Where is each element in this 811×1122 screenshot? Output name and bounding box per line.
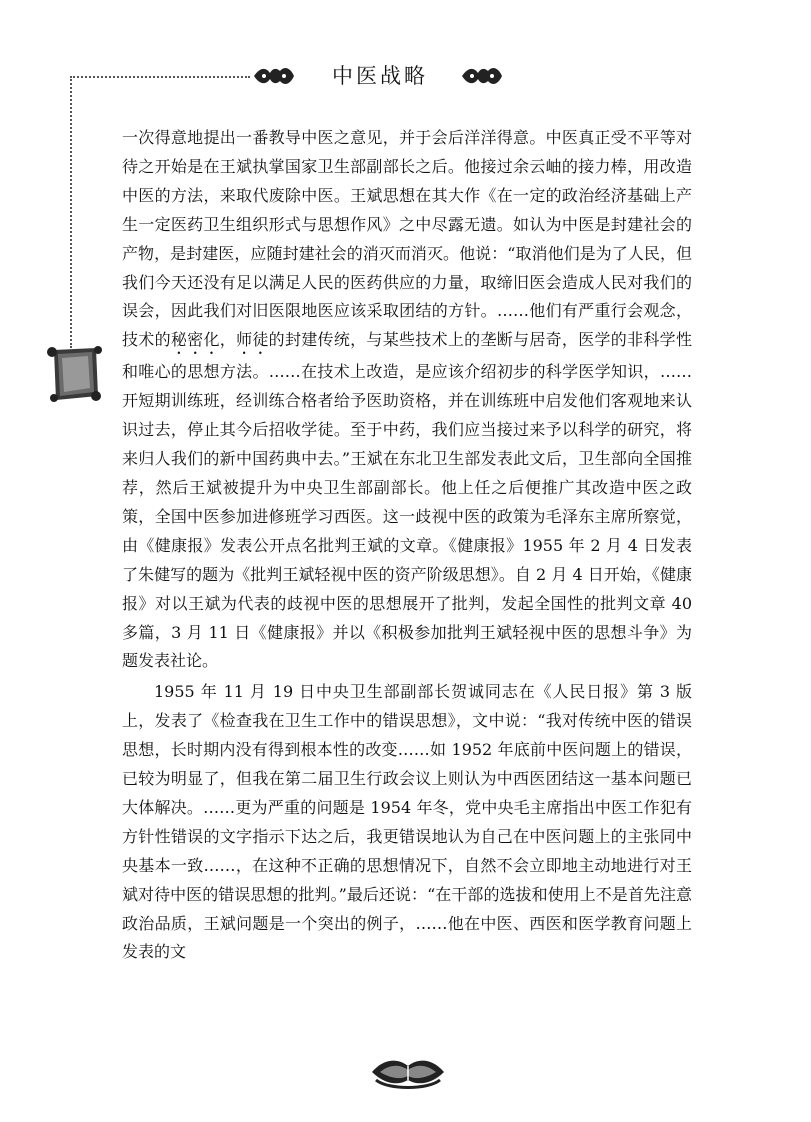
article-body (122, 124, 692, 967)
emphasis-mimihua: 秘密化 (170, 330, 220, 350)
paragraph-2: 1955 年 11 月 19 日中央卫生部副部长贺诚同志在《人民日报》第 3 版上，发表了《检查我在卫生工作中的错误思想》，文中说：“我对传统中医的错误思想，长时期内没有得到根本性的改变……如 1952 年底前中医问题上的错误，已较为明显了，但我在第二届卫生行政会议上则认为中西医团结这一基本问题已大体解决。……更为严重的问题是 1954 年冬，党中央毛主席指出中医工作犯有方针性错误的文字指示下达之后，我更错误地认为自己在中医问题上的主张同中央基本一致……，在这种不正确的思想情况下，自然不会立即地主动地进行对王斌对待中医的错误思想的批判。”最后还说：“在干部的选拔和使用上不是首先注意政治品质，王斌问题是一个突出的例子，……他在中医、西医和医学教育问题上发表的文 (122, 682, 692, 962)
page-header-title: 中医战略 (332, 64, 428, 88)
emphasis-shitu: 师徒 (236, 330, 269, 350)
header-dotted-rule (70, 76, 250, 78)
paragraph-1 (122, 124, 692, 676)
paragraph-1-text-c: ， (219, 330, 237, 350)
open-book-icon (368, 1050, 448, 1094)
paragraph-1-text-a: 一次得意地提出一番教导中医之意见，并于会后洋洋得意。中医真正受不平等对待之开始是在王斌执掌国家卫生部副部长之后。他接过余云岫的接力棒，用改造中医的方法，来取代废除中医。王斌思想在其大作《在一定的政治经济基础上产生一定医药卫生组织形式与思想作风》之中尽露无遗。如认为中医是封建社会的产物，是封建医，应随封建社会的消灭而消灭。他说：“取消他们是为了人民，但我们今天还没有足以满足人民的医药供应的力量，取缔旧医会造成人民对我们的误会，因此我们对旧医限地医应该采取团结的方针。……他们有严重行会观念，技术的 (122, 128, 692, 350)
paragraph-1-text-e: 的封建传统，与某些技术上的垄断与居奇，医学的非科学性和唯心的思想方法。……在技术上改造，是应该介绍初步的科学医学知识，……开短期训练班，经训练合格者给予医助资格，并在训练班中启发他们客观地来认识过去，停止其今后招收学徒。至于中药，我们应当接过来予以科学的研究，将来归人我们的新中国药典中去。”王斌在东北卫生部发表此文后，卫生部向全国推荐，然后王斌被提升为中央卫生部副部长。他上任之后便推广其改造中医之政策，全国中医参加进修班学习西医。这一歧视中医的政策为毛泽东主席所察觉，由《健康报》发表公开点名批判王斌的文章。《健康报》1955 年 2 月 4 日发表了朱健写的题为《批判王斌轻视中医的资产阶级思想》。自 2 月 4 日开始，《健康报》对以王斌为代表的歧视中医的思想展开了批判，发起全国性的批判文章 40 多篇，3 月 11 日《健康报》并以《积极参加批判王斌轻视中医的思想斗争》为题发表社论。 (122, 330, 692, 671)
margin-dotted-rule (70, 76, 72, 348)
header-ornament-icon (460, 63, 504, 89)
header-ornament-icon (252, 63, 296, 89)
scroll-book-icon (44, 346, 104, 402)
